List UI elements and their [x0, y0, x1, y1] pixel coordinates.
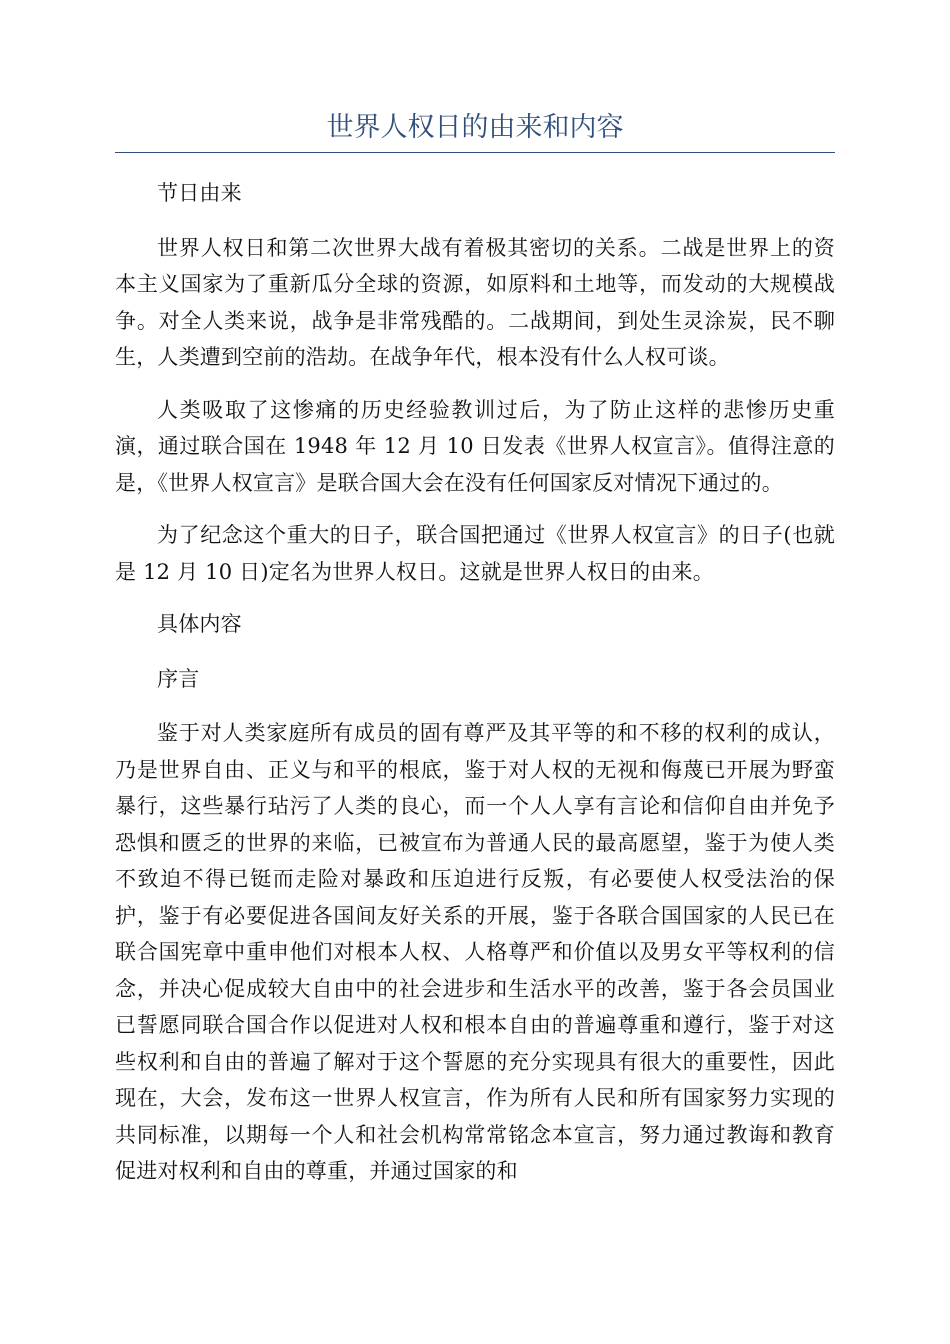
- document-title: 世界人权日的由来和内容: [326, 112, 624, 143]
- paragraph-preface: 鉴于对人类家庭所有成员的固有尊严及其平等的和不移的权利的成认，乃是世界自由、正义与和平的根底，鉴于对人权的无视和侮蔑已开展为野蛮暴行，这些暴行玷污了人类的良心，而一个人人享有言论和信仰自由并免予恐惧和匮乏的世界的来临，已被宣布为普通人民的最高愿望，鉴于为使人类不致迫不得已铤而走险对暴政和压迫进行反叛，有必要使人权受法治的保护，鉴于有必要促进各国间友好关系的开展，鉴于各联合国国家的人民已在联合国宪章中重申他们对根本人权、人格尊严和价值以及男女平等权利的信念，并决心促成较大自由中的社会进步和生活水平的改善，鉴于各会员国业已誓愿同联合国合作以促进对人权和根本自由的普遍尊重和遵行，鉴于对这些权利和自由的普遍了解对于这个誓愿的充分实现具有很大的重要性，因此现在，大会，发布这一世界人权宣言，作为所有人民和所有国家努力实现的共同标准，以期每一个人和社会机构常常铭念本宣言，努力通过教诲和教育促进对权利和自由的尊重，并通过国家的和: [115, 721, 835, 1183]
- section-heading-origin: 节日由来: [157, 181, 242, 205]
- section-heading-preface: 序言: [157, 666, 200, 691]
- paragraph-origin-3: 为了纪念这个重大的日子，联合国把通过《世界人权宣言》的日子(也就是 12 月 10 日)定名为世界人权日。这就是世界人权日的由来。: [115, 523, 835, 584]
- paragraph-origin-1: 世界人权日和第二次世界大战有着极其密切的关系。二战是世界上的资本主义国家为了重新瓜分全球的资源，如原料和土地等，而发动的大规模战争。对全人类来说，战争是非常残酷的。二战期间，到处生灵涂炭，民不聊生，人类遭到空前的浩劫。在战争年代，根本没有什么人权可谈。: [115, 235, 835, 369]
- document-page: [115, 108, 835, 1206]
- title-block: [115, 108, 835, 153]
- paragraph-origin-2: 人类吸取了这惨痛的历史经验教训过后，为了防止这样的悲惨历史重演，通过联合国在 1948 年 12 月 10 日发表《世界人权宣言》。值得注意的是，《世界人权宣言》是联合国大会在没有任何国家反对情况下通过的。: [115, 397, 835, 495]
- section-heading-content: 具体内容: [157, 612, 242, 636]
